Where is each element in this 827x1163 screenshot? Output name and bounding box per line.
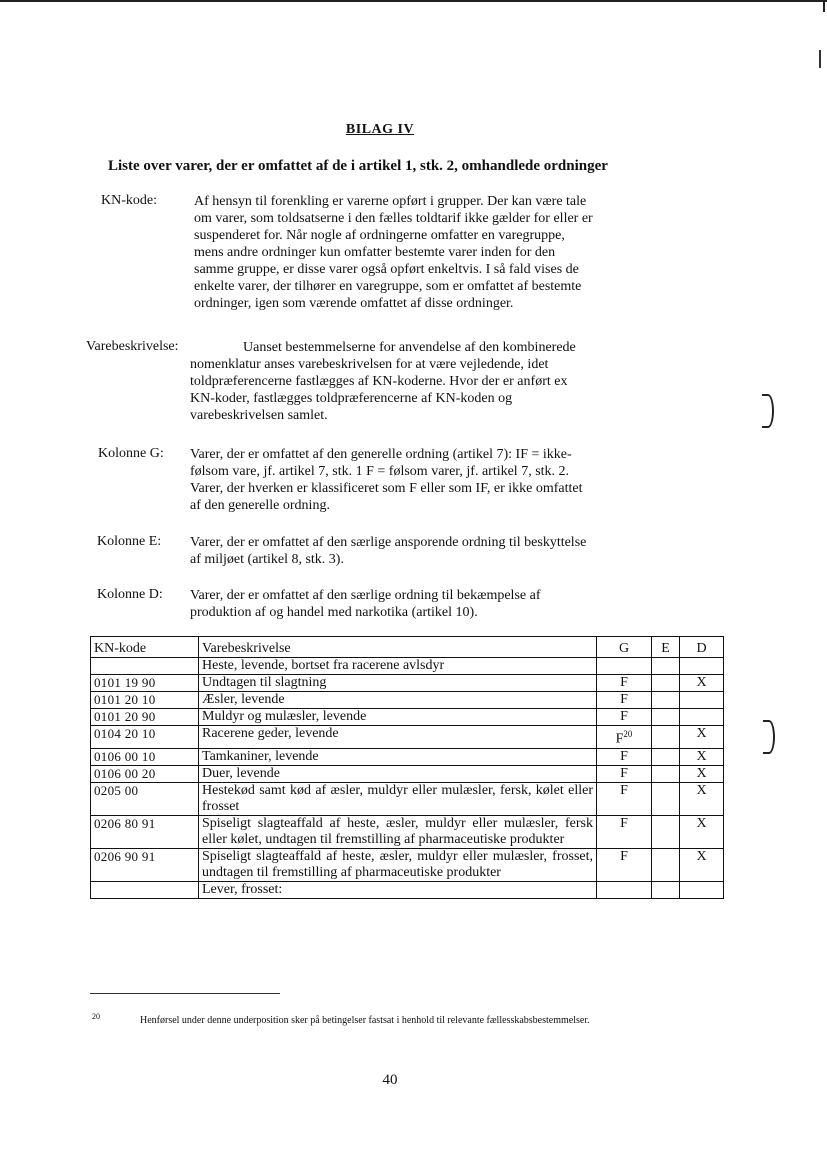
paragraph-line: mens andre ordninger kun omfatter bestemte varer inden for den [194,245,556,260]
table-row [91,726,724,749]
d-cell: X [680,782,724,815]
description-cell: Muldyr og mulæsler, levende [199,709,597,726]
d-cell [680,709,724,726]
d-cell [680,658,724,675]
g-cell: F [597,709,652,726]
kn-code-cell [91,881,199,898]
kn-code-cell: 0104 20 10 [91,726,199,749]
table-row [91,709,724,726]
e-cell [652,765,680,782]
footnote-ref: 20 [623,729,633,739]
description-cell: Spiseligt slagteaffald af heste, æsler, muldyr eller mulæsler, fersk eller kølet, undtagen til fremstilling af pharmaceutiske produkter [199,815,597,848]
kn-code-paragraph [194,193,654,312]
d-cell: X [680,815,724,848]
description-cell: Racerene geder, levende [199,726,597,749]
e-cell [652,675,680,692]
description-cell: Lever, frosset: [199,881,597,898]
table-row [91,815,724,848]
header-e: E [652,637,680,658]
paragraph-line: nomenklatur anses varebeskrivelsen for at være vejledende, idet [190,357,549,372]
paragraph-line: om varer, som toldsatserne i den fælles toldtarif ikke gælder for eller er [194,211,593,226]
g-cell: F [597,692,652,709]
paragraph-line: Varer, der er omfattet af den særlige ordning til bekæmpelse af [190,588,541,603]
e-cell [652,692,680,709]
kolonne-e-label: Kolonne E: [97,534,162,549]
e-cell [652,658,680,675]
table-row [91,748,724,765]
description-cell: Duer, levende [199,765,597,782]
top-scan-edge [0,0,827,2]
description-cell: Heste, levende, bortset fra racerene avlsdyr [199,658,597,675]
kn-code-cell: 0106 00 20 [91,765,199,782]
d-cell: X [680,675,724,692]
table-header-row [91,637,724,658]
paragraph-line: produktion af og handel med narkotika (artikel 10). [190,605,478,620]
page-subtitle: Liste over varer, der er omfattet af de i artikel 1, stk. 2, omhandlede ordninger [108,158,608,174]
punch-hole-mark [763,720,775,754]
page-number: 40 [382,1072,398,1088]
kn-code-cell: 0206 80 91 [91,815,199,848]
g-cell [597,881,652,898]
header-g: G [597,637,652,658]
footnote-mark: 20 [92,1012,100,1021]
varebeskrivelse-paragraph [190,356,652,424]
e-cell [652,748,680,765]
g-cell [597,658,652,675]
e-cell [652,848,680,881]
paragraph-line: af miljøet (artikel 8, stk. 3). [190,552,344,567]
header-d: D [680,637,724,658]
g-cell: F [597,765,652,782]
table-row [91,782,724,815]
kn-code-cell: 0106 00 10 [91,748,199,765]
paragraph-line: samme gruppe, er disse varer også opført enkeltvis. I så fald vises de [194,262,579,277]
d-cell [680,881,724,898]
paragraph-line: følsom vare, jf. artikel 7, stk. 1 F = følsom varer, jf. artikel 7, stk. 2. [190,464,570,479]
punch-hole-mark [762,394,774,428]
d-cell: X [680,848,724,881]
paragraph-line: af den generelle ordning. [190,498,330,513]
d-cell: X [680,726,724,749]
paragraph-line: Varer, der hverken er klassificeret som F eller som IF, er ikke omfattet [190,481,583,496]
paragraph-line: KN-koder, fastlægges toldpræferencerne af KN-koden og [190,391,513,406]
paragraph-line: ordninger, igen som værende omfattet af disse ordninger. [194,296,514,311]
d-cell: X [680,748,724,765]
paragraph-line: enkelte varer, der tilhører en varegruppe, som er omfattet af bestemte [194,279,582,294]
paragraph-line: Varer, der er omfattet af den særlige ansporende ordning til beskyttelse [190,535,587,550]
header-kn-code: KN-kode [91,637,199,658]
footnote-divider [90,993,280,994]
table-row [91,692,724,709]
table-row [91,675,724,692]
right-edge-mark [819,50,821,68]
table-row [91,658,724,675]
e-cell [652,782,680,815]
kn-code-cell: 0205 00 [91,782,199,815]
kn-code-cell: 0206 90 91 [91,848,199,881]
table-row [91,765,724,782]
description-cell: Æsler, levende [199,692,597,709]
description-cell: Undtagen til slagtning [199,675,597,692]
kn-code-cell: 0101 20 10 [91,692,199,709]
product-table [90,636,724,899]
kn-code-cell: 0101 20 90 [91,709,199,726]
e-cell [652,881,680,898]
paragraph-line: varebeskrivelsen samlet. [190,408,328,423]
paragraph-line: Varer, der er omfattet af den generelle ordning (artikel 7): IF = ikke- [190,447,572,462]
table-row [91,848,724,881]
kolonne-e-paragraph [190,534,652,568]
e-cell [652,709,680,726]
e-cell [652,815,680,848]
kn-code-cell: 0101 19 90 [91,675,199,692]
description-cell: Spiseligt slagteaffald af heste, æsler, muldyr eller mulæsler, frosset, undtagen til fremstilling af pharmaceutiske produkter [199,848,597,881]
kolonne-g-label: Kolonne G: [98,446,164,461]
top-right-scan-mark [823,0,825,12]
description-cell: Hestekød samt kød af æsler, muldyr eller mulæsler, fersk, kølet eller frosset [199,782,597,815]
d-cell [680,692,724,709]
g-value: F [615,731,624,747]
kolonne-g-paragraph [190,446,652,514]
footnote-text: Henførsel under denne underposition sker på betingelser fastsat i henhold til relevante fællesskabsbestemmelser. [140,1015,590,1026]
page-title: BILAG IV [345,122,415,137]
g-cell: F [597,748,652,765]
table-row [91,881,724,898]
varebeskrivelse-label: Varebeskrivelse: [86,339,179,354]
kn-code-label: KN-kode: [101,193,157,208]
g-cell: F [597,815,652,848]
kolonne-d-paragraph [190,587,652,621]
kolonne-d-label: Kolonne D: [97,587,163,602]
footnote [92,1014,647,1027]
kn-code-cell [91,658,199,675]
d-cell: X [680,765,724,782]
g-cell: F [597,782,652,815]
g-cell: F [597,848,652,881]
g-cell [597,726,652,749]
header-varebeskrivelse: Varebeskrivelse [199,637,597,658]
paragraph-line: suspenderet for. Når nogle af ordningerne omfatter en varegruppe, [194,228,565,243]
description-cell: Tamkaniner, levende [199,748,597,765]
e-cell [652,726,680,749]
paragraph-line: Af hensyn til forenkling er varerne opført i grupper. Der kan være tale [194,194,587,209]
varebeskrivelse-first-line: Uanset bestemmelserne for anvendelse af den kombinerede [243,340,576,355]
g-cell: F [597,675,652,692]
paragraph-line: toldpræferencerne fastlægges af KN-koderne. Hvor der er anført ex [190,374,568,389]
